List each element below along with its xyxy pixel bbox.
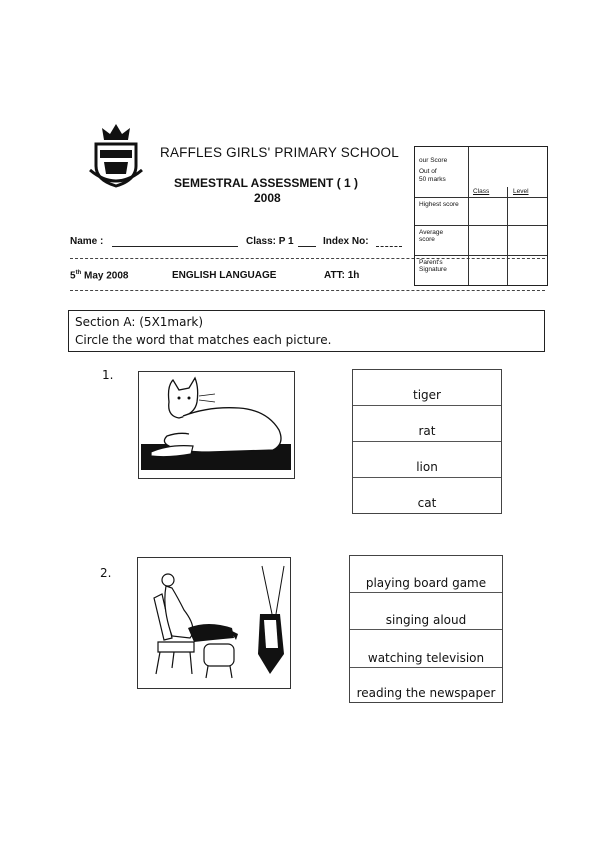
name-label: Name :: [70, 236, 104, 247]
option-watching-television[interactable]: watching television: [367, 651, 485, 665]
section-a-box: [68, 310, 545, 352]
divider: [70, 290, 545, 291]
class-column: Class: [473, 188, 490, 195]
option-lion[interactable]: lion: [416, 460, 438, 474]
section-title: Section A: (5X1mark): [75, 315, 204, 329]
option-list: [352, 369, 502, 514]
option-singing-aloud[interactable]: singing aloud: [385, 613, 467, 627]
cat-picture: [138, 371, 295, 479]
parent-signature-label: Parent's Signature: [419, 259, 447, 273]
watching-television-picture: [137, 557, 291, 689]
option-cat[interactable]: cat: [417, 496, 437, 510]
school-crest-logo: [86, 120, 146, 188]
our-score-label: our Score: [419, 157, 448, 164]
question-number: 1.: [102, 368, 114, 382]
section-instruction: Circle the word that matches each picture.: [75, 333, 332, 347]
option-playing-board-game[interactable]: playing board game: [365, 576, 487, 590]
exam-date: 5th May 2008: [70, 270, 129, 282]
highest-score-label: Highest score: [419, 201, 459, 208]
level-column: Level: [513, 188, 529, 195]
index-field[interactable]: [376, 246, 402, 247]
option-list: [349, 555, 503, 703]
option-tiger[interactable]: tiger: [413, 388, 441, 402]
option-rat[interactable]: rat: [418, 424, 436, 438]
class-field[interactable]: [298, 246, 316, 247]
marks-label: 50 marks: [419, 176, 446, 183]
question-number: 2.: [100, 566, 112, 580]
subject-label: ENGLISH LANGUAGE: [172, 270, 277, 281]
option-reading-the-newspaper[interactable]: reading the newspaper: [356, 686, 496, 700]
class-label: Class: P 1: [246, 236, 294, 247]
name-field[interactable]: [112, 246, 238, 247]
assessment-year: 2008: [254, 191, 281, 205]
average-score-label: Average score: [419, 229, 444, 243]
school-name: RAFFLES GIRLS' PRIMARY SCHOOL: [160, 145, 399, 160]
out-of-label: Out of: [419, 168, 437, 175]
score-table: [414, 146, 548, 286]
duration-label: ATT: 1h: [324, 270, 360, 281]
index-label: Index No:: [323, 236, 369, 247]
assessment-title: SEMESTRAL ASSESSMENT ( 1 ): [174, 176, 359, 190]
